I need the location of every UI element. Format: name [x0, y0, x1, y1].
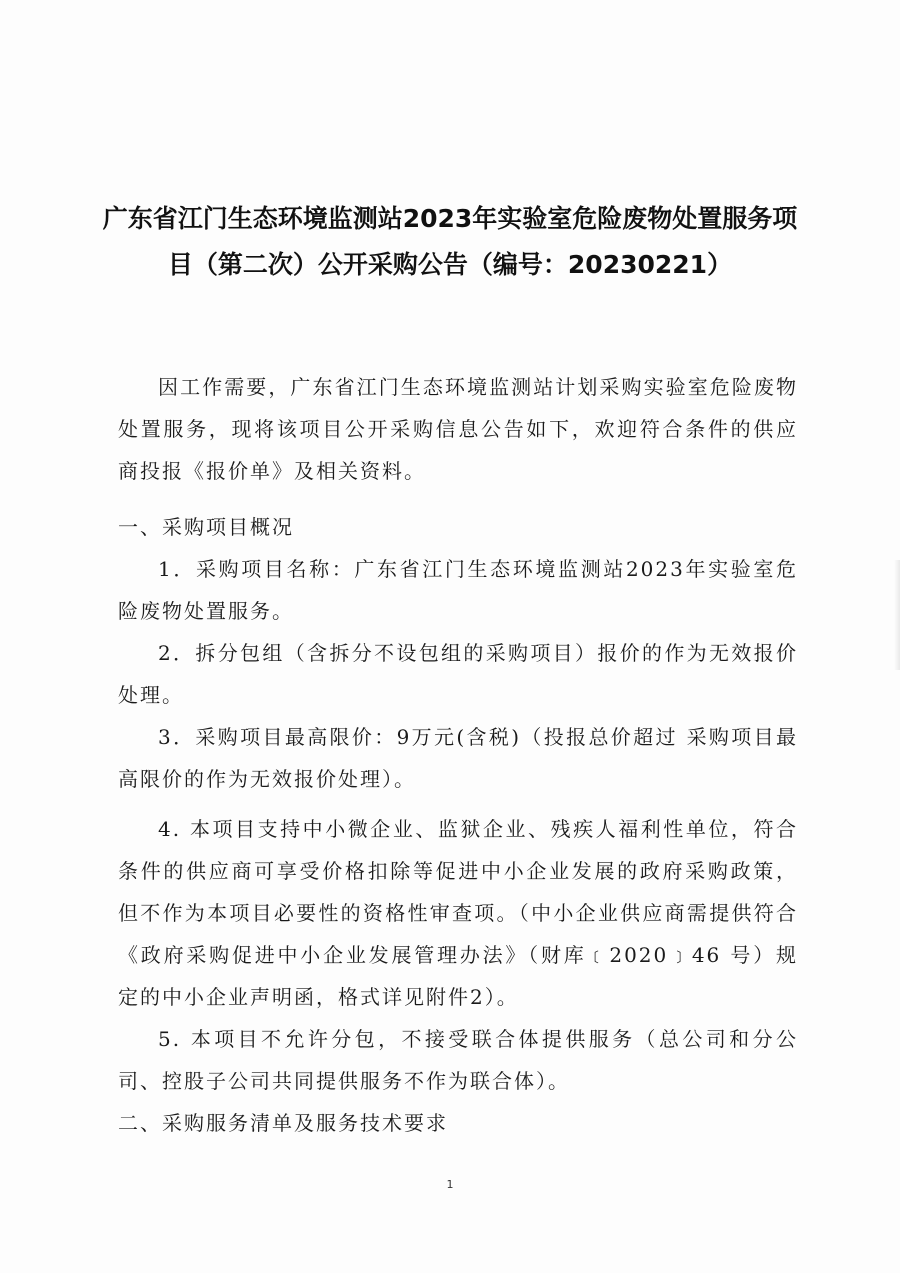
document-body: [118, 366, 798, 1144]
title-line-1: 广东省江门生态环境监测站2023年实验室危险废物处置服务项: [102, 204, 798, 233]
section-heading-overview: 一、采购项目概况: [118, 515, 294, 539]
list-item-package-split: 2．拆分包组（含拆分不设包组的采购项目）报价的作为无效报价处理。: [118, 641, 798, 707]
page-number: 1: [446, 1178, 454, 1191]
list-item-price-limit: 3．采购项目最高限价：9万元(含税)（投报总价超过 采购项目最高限价的作为无效报价处理）。: [118, 725, 798, 791]
list-item-no-subcontract: 5. 本项目不允许分包，不接受联合体提供服务（总公司和分公司、控股子公司共同提供服务不作为联合体）。: [118, 1027, 798, 1093]
document-title: [100, 196, 800, 288]
list-item-project-name: 1．采购项目名称：广东省江门生态环境监测站2023年实验室危险废物处置服务。: [118, 557, 798, 623]
intro-paragraph: 因工作需要，广东省江门生态环境监测站计划采购实验室危险废物处置服务，现将该项目公开采购信息公告如下，欢迎符合条件的供应商投报《报价单》及相关资料。: [118, 375, 798, 483]
scan-edge-shadow: [894, 560, 900, 670]
section-heading-service-list: 二、采购服务清单及服务技术要求: [118, 1111, 448, 1135]
title-line-2: 目（第二次）公开采购公告（编号：20230221）: [167, 250, 733, 279]
list-item-sme-policy: 4. 本项目支持中小微企业、监狱企业、残疾人福利性单位，符合条件的供应商可享受价格扣除等促进中小企业发展的政府采购政策，但不作为本项目必要性的资格性审查项。（中小企业供应商需提供符合《政府采购促进中小企业发展管理办法》（财库﹝2020﹞46 号）规定的中小企业声明函，格式详见附件2）。: [118, 817, 798, 1009]
